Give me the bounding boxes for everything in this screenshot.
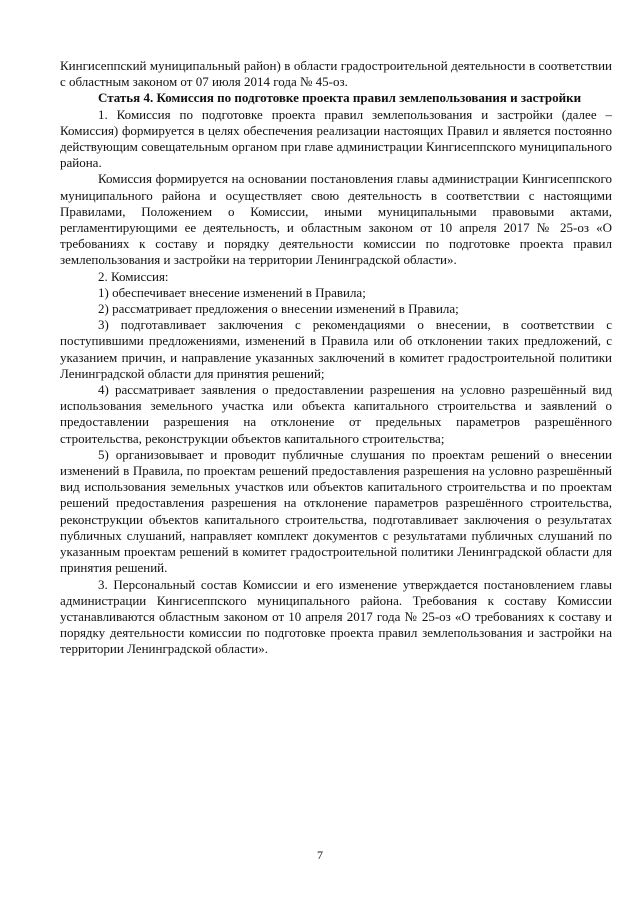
list-item-duty-5: 5) организовывает и проводит публичные слушания по проектам решений о внесении изменений в Правила, по проектам решений предоставления разрешения на условно разрешённый вид использования земельных участков или объектов капитального строительства и по проектам решений предоставления разрешения на отклонение параметров разрешённого строительства, реконструкции объектов капитального строительства, подготавливает заключения о результатах публичных слушаний, направляет комплект документов с результатами публичных слушаний по указанным проектам решений в комитет градостроительной политики Ленинградской области для принятия решений. <box>60 446 612 576</box>
list-item-duty-2: 2) рассматривает предложения о внесении изменений в Правила; <box>98 301 459 317</box>
document-body <box>60 58 612 658</box>
article-heading: Статья 4. Комиссия по подготовке проекта правил землепользования и застройки <box>98 90 582 106</box>
page-number: 7 <box>317 848 323 862</box>
list-item-duty-1: 1) обеспечивает внесение изменений в Правила; <box>98 284 366 300</box>
paragraph-commission-duties-intro: 2. Комиссия: <box>98 268 169 284</box>
paragraph-commission-composition: 3. Персональный состав Комиссии и его изменение утверждается постановлением главы администрации Кингисеппского муниципального района. Требования к составу Комиссии устанавливаются областным законом от 10 апреля 2017 года № 25-оз «О требованиях к составу и порядку деятельности комиссии по подготовке проекта правил землепользования и застройки на территории Ленинградской области». <box>60 576 612 657</box>
paragraph-commission-purpose: 1. Комиссия по подготовке проекта правил землепользования и застройки (далее – Комиссия) формируется в целях обеспечения реализации настоящих Правил и является постоянно действующим совещательным органом при главе администрации Кингисеппского муниципального района. <box>60 106 612 171</box>
list-item-duty-3: 3) подготавливает заключения с рекомендациями о внесении, в соответствии с поступившими предложениями, изменений в Правила или об отклонении таких предложений, с указанием причин, и направление указанных заключений в комитет градостроительной политики Ленинградской области для принятия решений; <box>60 317 612 381</box>
list-item-duty-4: 4) рассматривает заявления о предоставлении разрешения на условно разрешённый вид использования земельного участка или объекта капитального строительства и заявлений о предоставлении разрешения на отклонение от предельных параметров разрешённого строительства, реконструкции объектов капитального строительства; <box>60 382 612 446</box>
paragraph-commission-formation: Комиссия формируется на основании постановления главы администрации Кингисеппского муниципального района и осуществляет свою деятельность в соответствии с настоящими Правилами, Положением о Комиссии, иными муниципальными правовыми актами, регламентирующими ее деятельность, и областным законом от 10 апреля 2017 № 25-оз «О требованиях к составу и порядку деятельности комиссии по подготовке проекта правил землепользования и застройки на территории Ленинградской области». <box>60 171 612 268</box>
intro-paragraph: Кингисеппский муниципальный район) в области градостроительной деятельности в соответствии с областным законом от 07 июля 2014 года № 45-оз. <box>60 58 612 90</box>
